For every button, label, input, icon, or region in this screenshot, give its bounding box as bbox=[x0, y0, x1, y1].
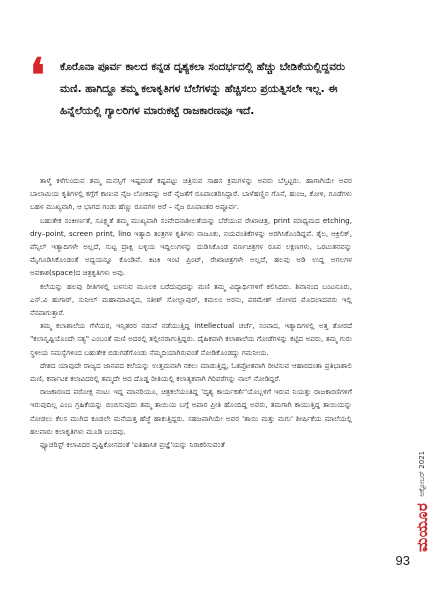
quote-mark-icon: ❛ bbox=[30, 48, 45, 102]
pull-quote-text: ಕೊರೊನಾ ಪೂರ್ವ ಕಾಲದ ಕನ್ನಡ ದೃಶ್ಯಕಲಾ ಸಂದರ್ಭದಲ್ಲಿ ಹೆಚ್ಚು ಬೇಡಿಕೆಯಲ್ಲಿದ್ದವರು ಮಣಿ. ಹಾಗಿದ್ದೂ ತಮ್ಮ ಕಲಾಕೃತಿಗಳ ಬೆಲೆಗಳನ್ನು ಹೆಚ್ಚಿಸಲು ಪ್ರಯತ್ನಿಸಲೇ ಇಲ್ಲ. ಈ ಹಿನ್ನೆಲೆಯಲ್ಲಿ ಗ್ಯಾಲರಿಗಳ ಮಾರುಕಟ್ಟೆ ರಾಜಕಾರಣವೂ ಇದೆ. bbox=[60, 61, 345, 117]
body-paragraph: ಫ್ಯೂಚರಿಸ್ಟ್ ಕಲಾವಿದರ ದೃಷ್ಟಿಕೋನದಂತೆ 'ಐತಿಹಾಸಿಕ ಪ್ರಜ್ಞೆ'ಯನ್ನು ನಿರಾಕರಿಸುವಂತೆ bbox=[40, 440, 225, 450]
page-number: 93 bbox=[395, 553, 410, 568]
body-paragraph: ತಮ್ಮ ಕಲಾಶಾಲೆಯ ಗೆಳೆಯರ, ಇನ್ಸಿತರರ ನಡುವೆ ನಡೆಯುತ್ತಿದ್ದ intellectual ಚರ್ಚೆ, ಸಂವಾದ, ಇತ್ಯಾದಿಗಳಲ್ಲಿ ಅತ್ತ ತೋರದೆ "ಕಲಾಸೃಷ್ಟಿಯೊಂದೇ ಸತ್ಯ" ಎಂಬಂತೆ ಮಣಿ ಅದರಲ್ಲಿ ತಲ್ಲೀನರಾಗುತ್ತಿದ್ದರು. ದೈಹಿಕವಾಗಿ ಕಲಾಶಾಲೆಯ ಗೋಡೆಗಳನ್ನು ಕಟ್ಟಿದ ಅವರು, ತಮ್ಮ ಗುರು ಸ್ಥಳೀಯ ಸಮಸ್ಯೆಗಳಿಂದ ಬಹುತೇಕ ಬಿಡುಗಡೆಗೊಂಡು ನೆಮ್ಮದಿಯಾಗಿರುವಂತೆ ನೋಡಿಕೊಂಡದ್ದು ಗಮನೀಯ. bbox=[30, 321, 352, 357]
body-paragraph: ಕಲೆಯನ್ನು ಹಲವು ರೀತಿಗಳಲ್ಲಿ ಬಳಸುವ ಮೂಲಕ ಬರೆದುವುದನ್ನು ಮಣಿ ತಮ್ಮ ವಿದ್ಯಾರ್ಥಿಗಳಿಗೆ ಕಲಿಸಿದರು. ಶಿವಾನಂದ ಬಂಟನೂರು, ಎಸ್.ವಿ ಹುಗಾರ್, ಸುನೀಲ್ ಮಹಾಮಾವಿನ್ನದ, ಸತೀಶ್ ಸೋಲ್ಲಾಪುರ್, ಕಮಲಂ ಅರನು, ಪರಮೇಶ್ ಜೋಳದ ಮೊದಲಾದವರು ಇಲ್ಲಿ ನೆನಪಾಗುತ್ತಾರೆ. bbox=[30, 281, 352, 318]
body-paragraph: ತಾಳ್ಮೆ ಕಳೆಗುಂದುವ ತಮ್ಮ ಮನಸ್ಸಿಗೆ ಇಷ್ಟದಂತೆ ಕಷ್ಟಪಟ್ಟು ಚಿತ್ರಿಸುವ ಸಾಹಸ ಕ್ರಮಗಳನ್ನು ಅವರು ಬೆಸ್ತಿಟ್ಟರು. ಹಾಗಾಗಿಯೇ ಅವರ ಬಾಲಾಮಿಯ ಕೃತಿಗಳಲ್ಲಿ ಕಗ್ಗೆಗೆ ಕಾಣುವ ನೈಜ ಲೋಕವನ್ನು ಅರೆ ನೈಜತೆಗೆ ರೂಪಾಂತರಿಸಿದ್ದಾರೆ. ಬಾಳೆಹಣ್ಣಿನ ಗೊನೆ, ಹುಂಜ, ಕೋಳಿ, ಗೂಡೆಗಳು ಬಹಳ ಮುಖ್ಯವಾಗಿ, ಆ ಭಾಗದ ಗಂಡು ಹೆಣ್ಣು ರೂಪಗಳ ಅರೆ – ನೈಜ ರೂಪಾಂತರ ಅಪ್ಪೂರ್ವ. bbox=[30, 176, 352, 212]
article-body bbox=[30, 174, 352, 451]
magazine-logo: ಮಯೂರ bbox=[413, 502, 431, 552]
body-paragraph: ಬಹುತೇಕ ಸಂಕೀರ್ಣತೆ, ಸೂಕ್ಷ್ಮತೆ ತಮ್ಮ ಮುಖ್ಯವಾಗಿ ಸಂವೇದನಾಶೀಲತೆಯನ್ನು ಬೆರೆಯುವ ರೇಖಾಚಿತ್ರ, print ಮಾಧ್ಯಮದ etching, dry–point, screen print, lino ಇತ್ಯಾದಿ ತಂತ್ರಗಳ ಕೃತಿಗಳು ನಾಜೂಕು, ನಯವಂತಿಕೆಗಳನ್ನು ಅರಗಿಸಿಕೊಂಡಿದ್ದವೆ. ತೈಲ, ಆಕ್ರಿಲಿಕ್, ಪೆನ್ಸಿಲ್ ಇತ್ಯಾದಿಗಳೇ ಅಲ್ಲದೆ, ಸುಟ್ಟ ದ್ರಾಕ್ಷಿ ಬಳ್ಳಿಯ ಇದ್ದಿಲುಗಳನ್ನು ದುಡಿಸಿಕೊಂಡ ವರ್ಣಚಿತ್ರಗಳ ರೂಪ ಲಕ್ಷಣಗಳು, ಒರಟುತನವನ್ನು ಮೈಗೂಡಿಸಿಕೊಂಡಂತೆ ಅಧ್ಯಯನ್ನೂ ಕೊಂಡಿವೆ. ಕಿಟಕಿ ಇಂಟಿ ಪ್ರಿಂಟ್, ರೇಖಾಚಿತ್ರಗಳೇ ಅಲ್ಲದೆ, ಹಲವು ಅಡಿ ಉದ್ದ ಅಗಲಗಳ ಅವಕಾಶ(space)ದ ಚಿತ್ರಕೃತಿಗಳು ಅವು. bbox=[30, 215, 352, 278]
pull-quote bbox=[30, 48, 360, 122]
margin-rail bbox=[382, 0, 431, 600]
magazine-masthead bbox=[412, 450, 432, 552]
body-paragraph: ದೇಶದ ಯಾವುದೇ ರಾಜ್ಯದ ಜಾನಪದ ಕಲೆಯನ್ನು ಉತ್ತಮವಾಗಿ ನಕಲು ಮಾಡುತ್ತಿದ್ದ, ಓತಪ್ರೋತವಾಗಿ ರೀಟಿಸುವ ಆಹಾರದಂತಾ ಪ್ರತಿಭಾಶಾಲಿ ಮಣಿ, ಕರ್ನಾಟಕ ಕಲಾವಿದರಲ್ಲಿ ತಮ್ಮದೇ ಆದ ದೊಡ್ಡ ರೀತಿಯಲ್ಲಿ ಕಲಾತ್ಯಕವಾಗಿ ಗಿರಿವರೆಗನ್ನು ನಾಲ್ ನೋಡಿದ್ದರೆ. bbox=[30, 360, 352, 384]
issue-date: ಅಕ್ಟೋಬರ್ 2021 bbox=[417, 450, 426, 497]
body-paragraph: ರಾಜಕಾರಣದ ಪರೋಕ್ಷ ನಂಟು ಇದ್ದ ಮಾನರಿಯೂ, ಚಿತ್ರಕಲೆಯಂತಿದ್ದ 'ದೃಶ್ಯ ಕಾರ್ಯಕರ್ತೆ'ಯೊಬ್ಬಳಿಗೆ ಇರುವ ನಿಯತ್ತು ರಾಜಕಾರಣಿಗಳಿಗೆ ಇರುವುದಿಲ್ಲ ಎಂಬ ಗ್ರಹಿಕೆಯನ್ನು ಬಿಂಬಿಸುವುದು ತಮ್ಮ ತಾಯಿಯ ಬಗ್ಗೆ ಅಪಾರ ಪ್ರೀತಿ ಹೊಂದಿದ್ದ ಅವರು, ತಮಗಾಗಿ ಕಾಯುತ್ತಿದ್ದ ತಾಯಿಯನ್ನು ನೋಡಲು ಕೆಲಸ ಮುಗಿದ ಕೂಡಲೇ ಮನೆಯತ್ತ ಹೆಜ್ಜೆ ಹಾಕುತ್ತಿದ್ದರು. ಸಹಜವಾಗಿಯೇ ಅವರ 'ತಾಯಿ ಮತ್ತು ಮಗು' ಶೀರ್ಷಿಕೆಯ ಮಾಲೆಯಲ್ಲಿ ಹಲವಾರು ಕಲಾಕೃತಿಗಳು ಮೂಡಿ ಬಂದವು. bbox=[30, 387, 352, 436]
